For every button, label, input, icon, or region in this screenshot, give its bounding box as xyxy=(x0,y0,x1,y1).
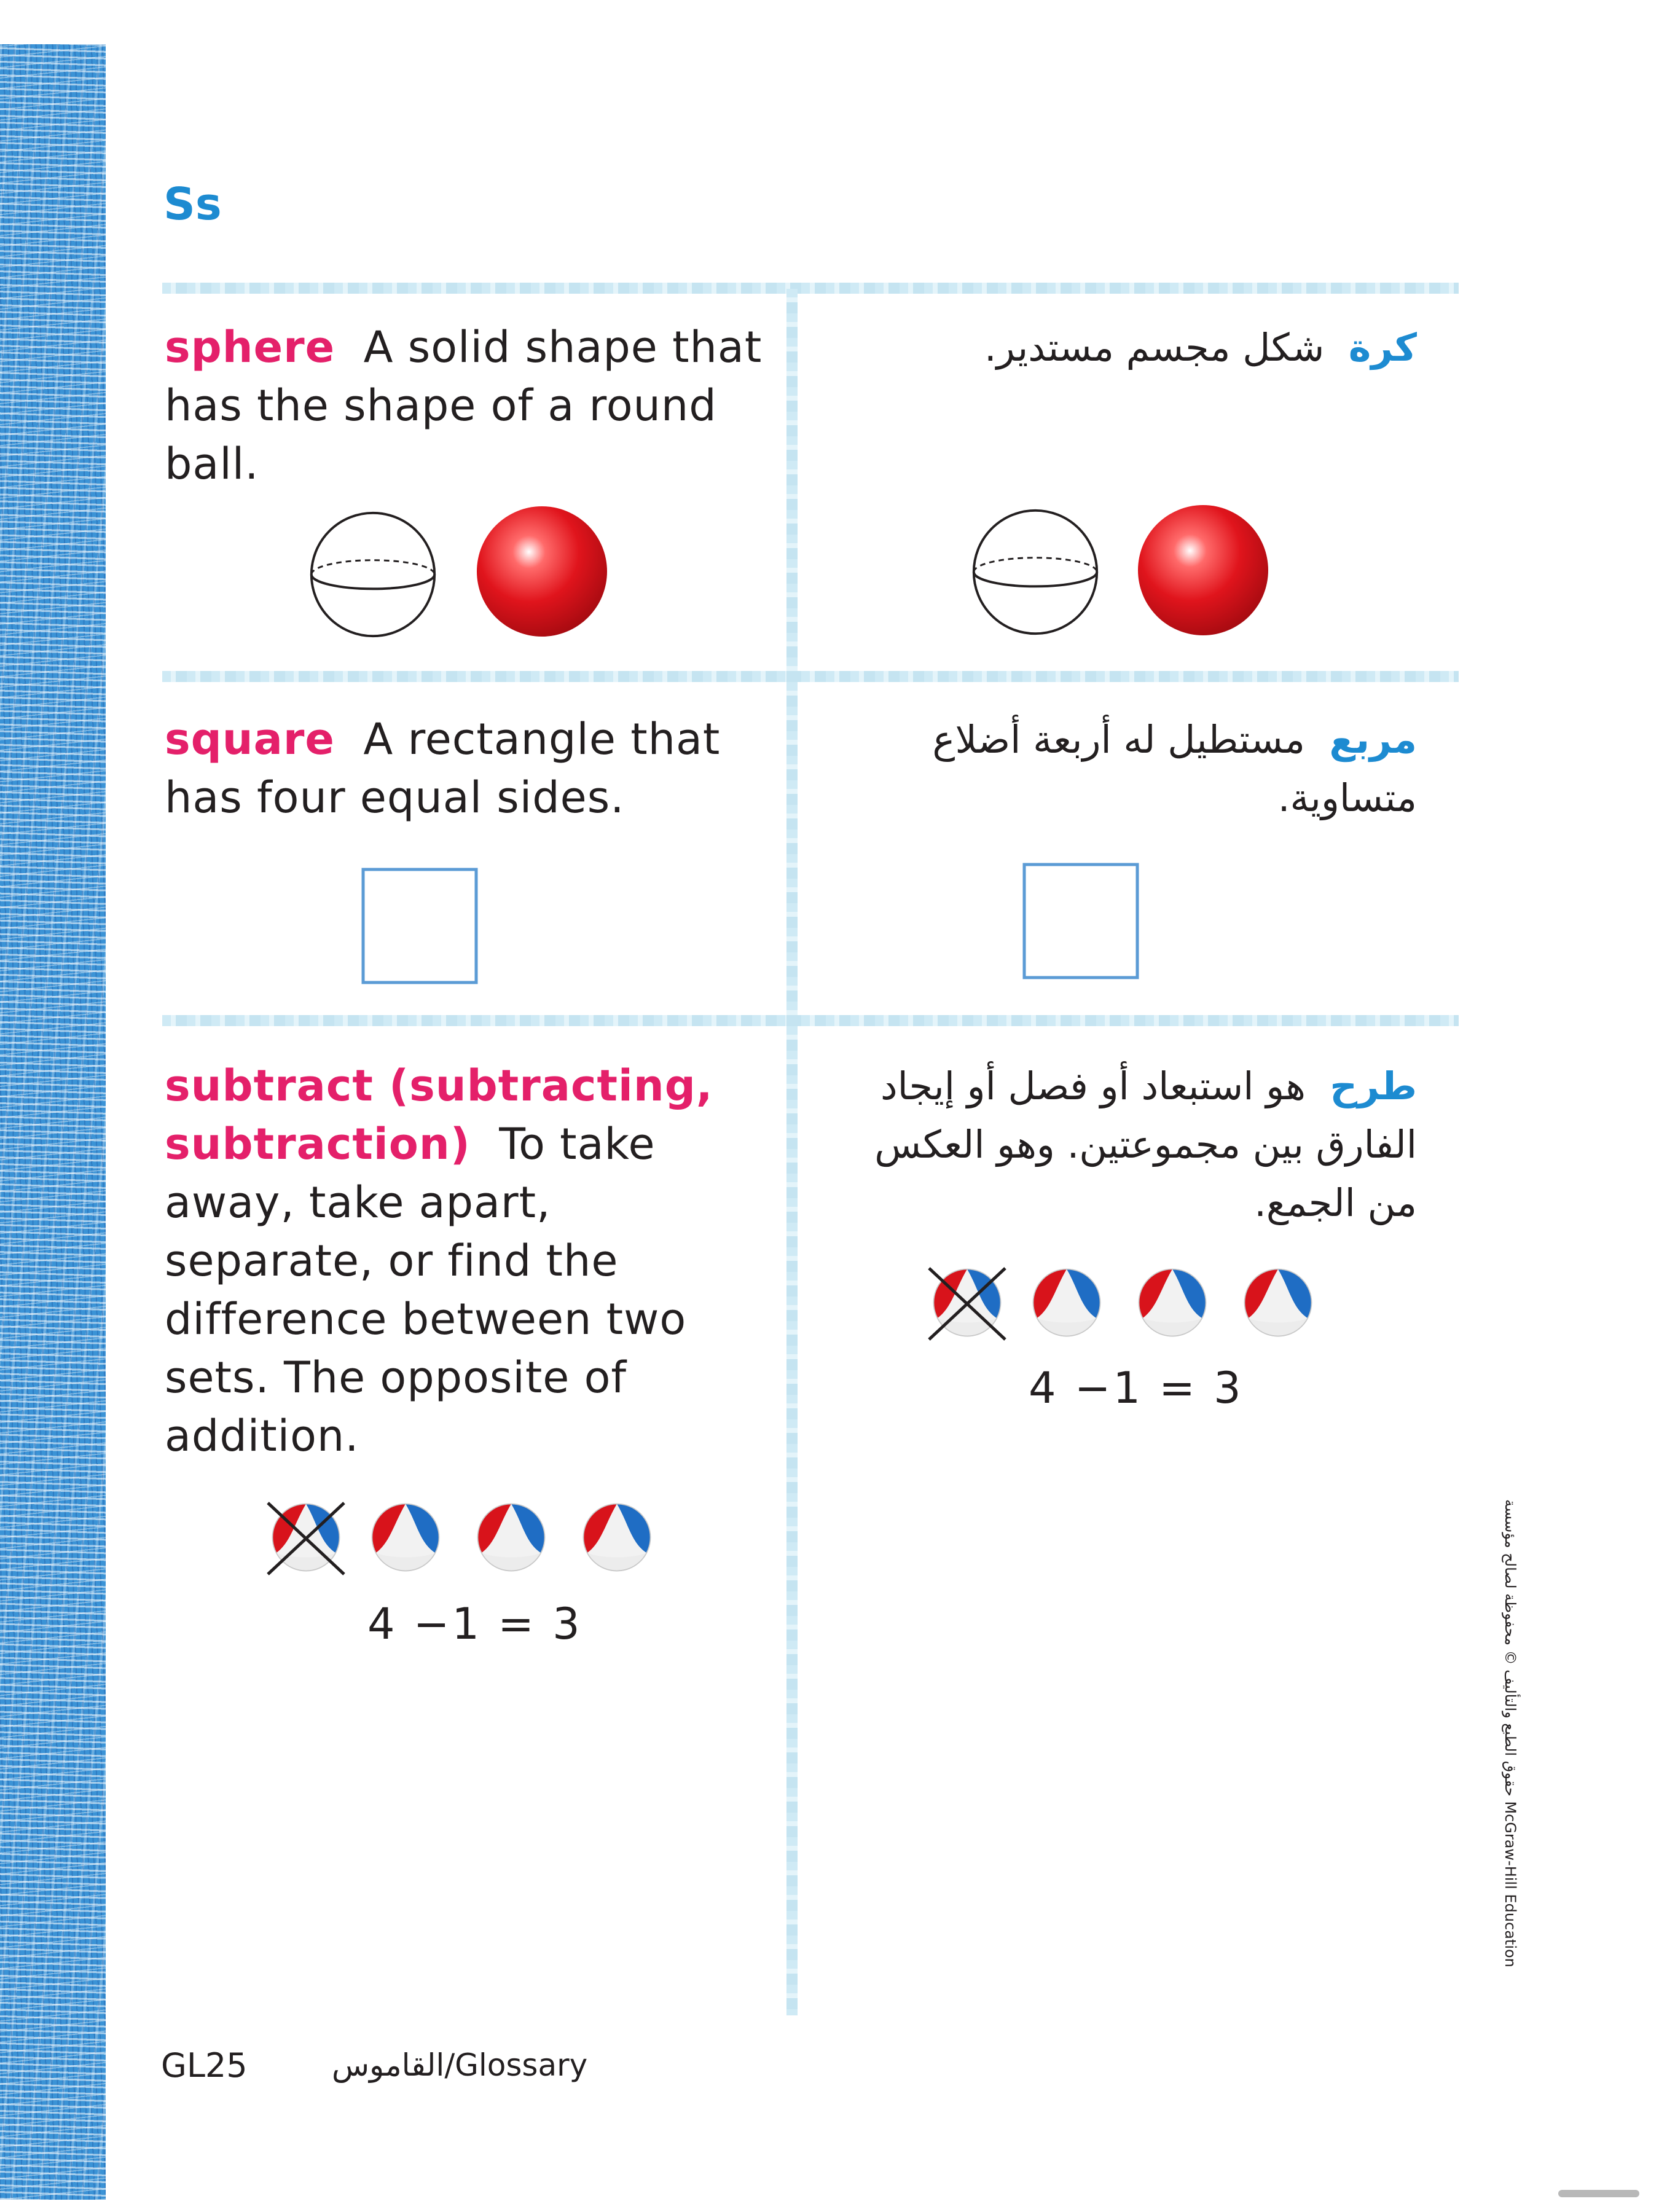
subtract-entry-en xyxy=(165,1057,767,1465)
sphere-definition-en: A solid shape that has the shape of a round ball. xyxy=(165,322,763,489)
square-shape-icon xyxy=(1022,863,1139,979)
square-shape-icon xyxy=(361,868,478,984)
sphere-outline-icon xyxy=(970,506,1101,638)
square-entry-ar xyxy=(827,710,1417,827)
red-sphere-icon xyxy=(474,504,610,639)
crossed-out-beach-ball-icon xyxy=(925,1261,1009,1344)
subtract-term-ar: طرح xyxy=(1330,1064,1417,1108)
divider-top xyxy=(162,283,1459,294)
square-term-en: square xyxy=(165,714,335,764)
subtraction-equation-ar: 4 −1 = 3 xyxy=(1029,1363,1244,1413)
beach-ball-icon xyxy=(370,1502,441,1573)
sphere-outline-icon xyxy=(307,509,439,640)
beach-ball-icon xyxy=(476,1502,547,1573)
section-letter: Ss xyxy=(163,178,222,230)
beach-ball-icon xyxy=(1031,1267,1102,1338)
divider-column xyxy=(786,289,798,2015)
sphere-entry-en xyxy=(165,318,767,493)
divider-square-subtract xyxy=(162,1015,1459,1026)
sphere-definition-ar: شكل مجسم مستدير. xyxy=(984,325,1325,370)
beach-ball-icon xyxy=(1137,1267,1208,1338)
crossed-out-beach-ball-icon xyxy=(264,1496,348,1579)
subtract-entry-ar xyxy=(827,1057,1417,1232)
footer-title: القاموس/Glossary xyxy=(332,2047,588,2083)
subtract-definition-ar: هو استبعاد أو فصل أو إيجاد الفارق بين مجموعتين. وهو العكس من الجمع. xyxy=(874,1064,1417,1225)
subtract-term-en: subtract (subtracting, subtraction) xyxy=(165,1061,713,1169)
sphere-term-en: sphere xyxy=(165,322,335,372)
sphere-term-ar: كرة xyxy=(1348,325,1417,370)
red-sphere-icon xyxy=(1135,503,1271,638)
square-definition-ar: مستطيل له أربعة أضلاع متساوية. xyxy=(932,717,1417,820)
divider-sphere-square xyxy=(162,671,1459,682)
subtract-definition-en: To take away, take apart, separate, or find the difference between two sets. The opposite of addition. xyxy=(165,1119,687,1461)
copyright-notice: حقوق الطبع والتأليف © محفوظة لصالح مؤسسة McGraw-Hill Education xyxy=(1502,1499,1519,1967)
square-entry-en xyxy=(165,710,767,827)
square-term-ar: مربع xyxy=(1329,717,1417,762)
scrollbar[interactable] xyxy=(1558,2190,1639,2197)
beach-ball-icon xyxy=(581,1502,653,1573)
sphere-entry-ar xyxy=(827,318,1417,377)
subtraction-equation-en: 4 −1 = 3 xyxy=(367,1599,582,1649)
page-number: GL25 xyxy=(161,2046,248,2085)
beach-ball-icon xyxy=(1242,1267,1314,1338)
crayon-border-decoration xyxy=(0,44,106,2200)
square-definition-en: A rectangle that has four equal sides. xyxy=(165,714,721,823)
